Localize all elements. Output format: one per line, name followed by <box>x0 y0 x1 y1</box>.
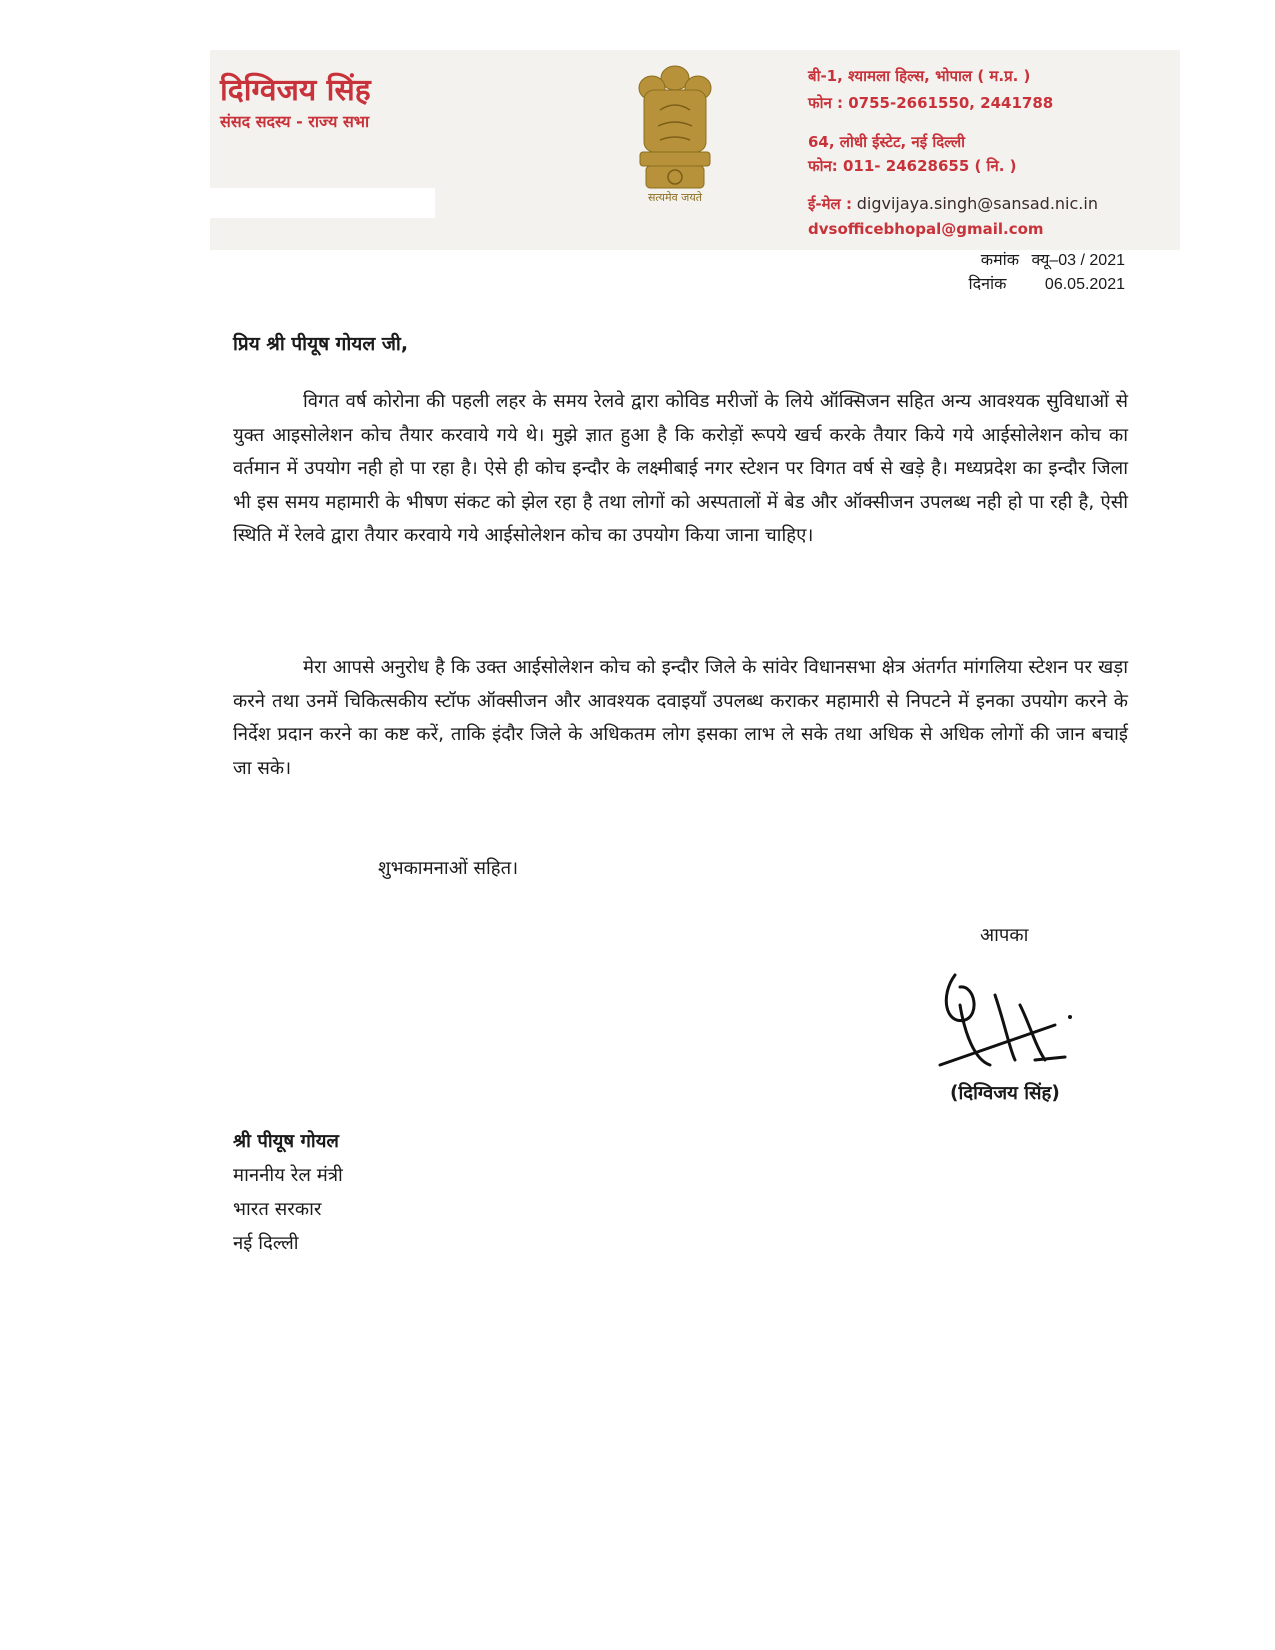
sender-name: दिग्विजय सिंह <box>220 73 371 108</box>
date-label: दिनांक <box>968 276 1007 293</box>
addressee-government: भारत सरकार <box>233 1199 322 1220</box>
email-line <box>808 194 1098 214</box>
phone-delhi: फोन: 011- 24628655 ( नि. ) <box>808 157 1017 175</box>
body-paragraph-1: विगत वर्ष कोरोना की पहली लहर के समय रेलवे द्वारा कोविड मरीजों के लिये ऑक्सिजन सहित अन्य आवश्यक सुविधाओं से युक्त आइसोलेशन कोच तैयार करवाये गये थे। मुझे ज्ञात हुआ है कि करोड़ों रूपये खर्च करके तैयार किये गये आईसोलेशन कोच का वर्तमान में उपयोग नही हो पा रहा है। ऐसे ही कोच इन्दौर के लक्ष्मीबाई नगर स्टेशन पर विगत वर्ष से खड़े है। मध्यप्रदेश का इन्दौर जिला भी इस समय महामारी के भीषण संकट को झेल रहा है तथा लोगों को अस्पतालों में बेड और ऑक्सीजन उपलब्ध नही हो पा रही है, ऐसी स्थिति में रेलवे द्वारा तैयार करवाये गये आईसोलेशन कोच का उपयोग किया जाना चाहिए। <box>233 391 1128 546</box>
salutation: प्रिय श्री पीयूष गोयल जी, <box>233 333 409 355</box>
reference-label: कमांक <box>980 252 1020 269</box>
email-secondary[interactable]: dvsofficebhopal@gmail.com <box>808 220 1044 238</box>
ashoka-emblem-icon <box>630 60 720 210</box>
letterhead <box>210 50 1180 250</box>
addressee-designation: माननीय रेल मंत्री <box>233 1165 343 1186</box>
email-label: ई-मेल : <box>808 195 852 213</box>
addressee-city: नई दिल्ली <box>233 1233 299 1254</box>
addressee-name: श्री पीयूष गोयल <box>233 1131 339 1152</box>
address-bhopal: बी-1, श्यामला हिल्स, भोपाल ( म.प्र. ) <box>808 67 1031 85</box>
signature-icon <box>935 965 1105 1085</box>
closing-line: शुभकामनाओं सहित। <box>378 858 519 879</box>
emblem-motto: सत्यमेव जयते <box>647 191 702 204</box>
phone-bhopal: फोन : 0755-2661550, 2441788 <box>808 94 1054 112</box>
signer-name: (दिग्विजय सिंह) <box>950 1083 1060 1104</box>
reference-number <box>981 248 1125 270</box>
body-paragraph-2: मेरा आपसे अनुरोध है कि उक्त आईसोलेशन कोच को इन्दौर जिले के सांवेर विधानसभा क्षेत्र अंतर्गत मांगलिया स्टेशन पर खड़ा करने तथा उनमें चिकित्सकीय स्टॉफ ऑक्सीजन और आवश्यक दवाइयाँ उपलब्ध कराकर महामारी से निपटने में इनका उपयोग करने के निर्देश प्रदान करने का कष्ट करें, ताकि इंदौर जिले के अधिकतम लोग इसका लाभ ले सके तथा अधिक से अधिक लोगों की जान बचाई जा सके। <box>233 657 1128 779</box>
yours-line: आपका <box>980 925 1029 946</box>
reference-value: क्यू–03 / 2021 <box>1031 252 1125 269</box>
letter-date <box>969 272 1125 294</box>
letterhead-blank-strip <box>210 188 435 218</box>
address-delhi: 64, लोधी ईस्टेट, नई दिल्ली <box>808 133 966 151</box>
date-value: 06.05.2021 <box>1044 276 1125 293</box>
email-primary[interactable]: digvijaya.singh@sansad.nic.in <box>856 194 1098 213</box>
sender-designation: संसद सदस्य - राज्य सभा <box>220 112 370 131</box>
